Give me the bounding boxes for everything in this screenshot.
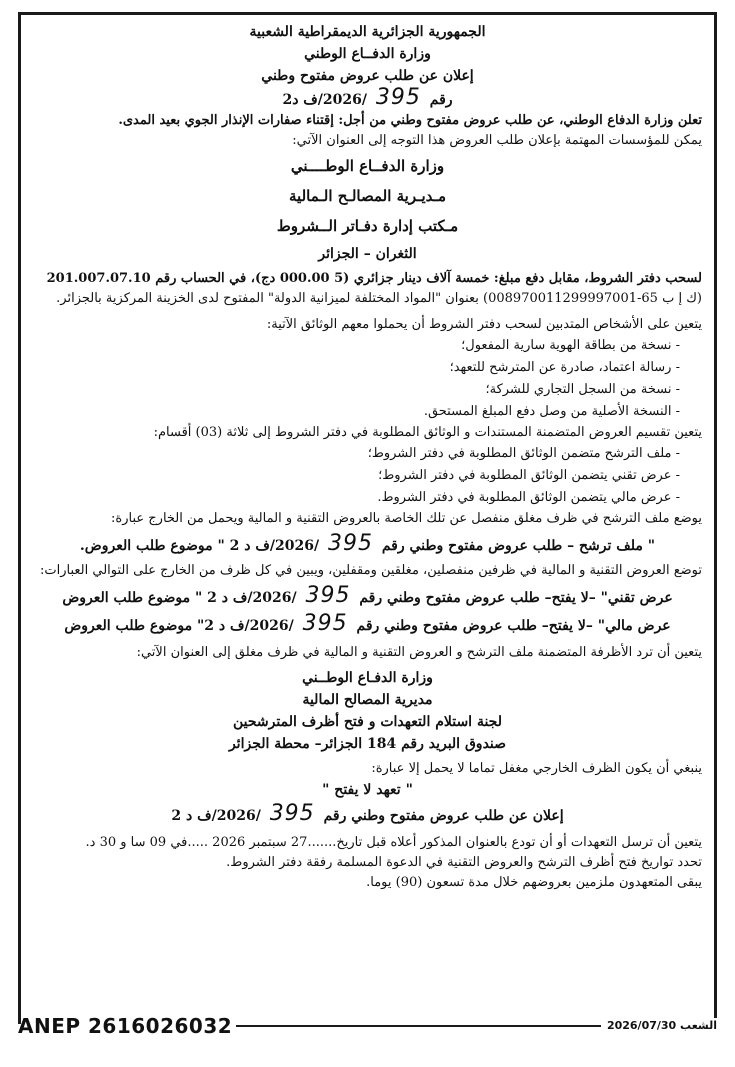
republic-heading: الجمهورية الجزائرية الديمقراطية الشعبية [249, 24, 486, 40]
documents-item: - النسخة الأصلية من وصل دفع المبلغ المستحق. [423, 404, 680, 419]
deadline-line: يتعين أن ترسل التعهدات أو أن تودع بالعنوان المذكور أعلاه قبل تاريخ.......27 سبتمبر 2026 .....في 09 سا و 30 د. [85, 835, 702, 850]
technical-offer-label [33, 585, 702, 609]
notice-title: إعلان عن طلب عروض مفتوح وطني [261, 68, 474, 84]
documents-intro: يتعين على الأشخاص المتدبين لسحب دفتر الشروط أن يحملوا معهم الوثائق الآتية: [266, 317, 702, 332]
financial-offer-label [33, 613, 702, 637]
publication-date: 2026/07/30 الشعب [601, 1018, 717, 1034]
tender-notice [18, 12, 717, 1024]
sections-item: - عرض تقني يتضمن الوثائق المطلوبة في دفتر الشروط؛ [378, 468, 680, 483]
ref-prefix: رقم [429, 92, 453, 108]
footer [18, 1012, 717, 1040]
ministry-heading: وزارة الدفــاع الوطني [304, 46, 431, 62]
address1-ministry: وزارة الدفــاع الوطــــني [290, 157, 445, 175]
sections-intro: يتعين تقسيم العروض المتضمنة المستندات و الوثائق المطلوبة في دفتر الشروط إلى ثلاثة (03) أقسام: [153, 425, 702, 440]
ref-suffix: /2026/ف د2 [282, 92, 368, 108]
handwritten-number: 395 [327, 531, 373, 556]
address2-po-box: صندوق البريد رقم 184 الجزائر– محطة الجزائر [228, 736, 507, 752]
documents-item: - رسالة اعتماد، صادرة عن المترشح للتعهد؛ [449, 360, 680, 375]
outer-envelope-notice [33, 803, 702, 827]
address2-ministry: وزارة الدفـاع الوطــني [302, 670, 433, 686]
financial-label-before: عرض مالي" –لا يفتح– طلب عروض مفتوح وطني رقم [356, 618, 671, 634]
candidacy-envelope-intro: يوضع ملف الترشح في ظرف مغلق منفصل عن تلك الخاصة بالعروض التقنية و المالية ويحمل من الخارج عبارة: [111, 511, 702, 526]
handwritten-number: 395 [305, 583, 351, 608]
candidacy-label-before: " ملف ترشح – طلب عروض مفتوح وطني رقم [381, 538, 656, 554]
outer-envelope-address-intro: يتعين أن ترد الأظرفة المتضمنة ملف الترشح و العروض التقنية و المالية في ظرف مغلق إلى العنوان الآتي: [136, 645, 702, 660]
outer-notice-after: /2026/ف د 2 [171, 808, 261, 824]
candidacy-envelope-label [33, 533, 702, 557]
outer-envelope-intro: ينبغي أن يكون الظرف الخارجي مغفل تماما لا يحمل إلا عبارة: [371, 761, 702, 776]
anep-reference: ANEP 2616026032 [18, 1014, 233, 1038]
documents-item: - نسخة من السجل التجاري للشركة؛ [485, 382, 680, 397]
opening-dates-line: تحدد تواريخ فتح أظرف الترشح والعروض التقنية في الدعوة المسلمة رفقة دفتر الشروط. [226, 855, 702, 870]
handwritten-number: 395 [302, 611, 348, 636]
intro-address-line: يمكن للمؤسسات المهتمة بإعلان طلب العروض هذا التوجه إلى العنوان الآتي: [292, 133, 702, 148]
payment-line-1: لسحب دفتر الشروط، مقابل دفع مبلغ: خمسة آلاف دينار جزائري (5 000.00 دج)، في الحساب رقم 201.007.07.10 [46, 271, 702, 286]
technical-label-before: عرض تقني" –لا يفتح– طلب عروض مفتوح وطني رقم [359, 590, 673, 606]
intro-line: تعلن وزارة الدفاع الوطني، عن طلب عروض مفتوح وطني من أجل: إقتناء صفارات الإنذار الجوي بعيد المدى. [118, 113, 702, 128]
sections-item: - عرض مالي يتضمن الوثائق المطلوبة في دفتر الشروط. [377, 490, 680, 505]
address1-office: مـكتب إدارة دفـاتر الــشروط [276, 217, 459, 235]
outer-notice-before: إعلان عن طلب عروض مفتوح وطني رقم [323, 808, 564, 824]
payment-line-2: (ك إ ب 65-008970011299997001) بعنوان "المواد المختلفة لميزانية الدولة" المفتوح لدى الخزينة المركزية بالجزائر. [56, 291, 702, 306]
handwritten-number: 395 [269, 801, 315, 826]
address1-directorate: مـديـرية المصالـح الـمالية [289, 187, 446, 205]
candidacy-label-after: /2026/ف د 2 " موضوع طلب العروض. [79, 538, 320, 554]
address2-committee: لجنة استلام التعهدات و فتح أظرف المترشحين [233, 714, 502, 730]
validity-line: يبقى المتعهدون ملزمين بعروضهم خلال مدة تسعون (90) يوما. [366, 875, 702, 890]
offers-envelope-intro: توضع العروض التقنية و المالية في ظرفين منفصلين، مغلقين ومقفلين، ويبين في كل ظرف من الخارج على التوالي العبارات: [40, 563, 702, 578]
handwritten-number: 395 [375, 85, 421, 110]
address2-directorate: مديرية المصالح المالية [302, 692, 433, 708]
address1-city: الثغران – الجزائر [318, 246, 417, 262]
notice-reference [33, 87, 702, 111]
financial-label-after: /2026/ف د 2" موضوع طلب العروض [64, 618, 294, 634]
technical-label-after: /2026/ف د 2 " موضوع طلب العروض [62, 590, 297, 606]
outer-envelope-phrase: " تعهد لا يفتح " [322, 782, 413, 798]
sections-item: - ملف الترشح متضمن الوثائق المطلوبة في دفتر الشروط؛ [367, 446, 680, 461]
documents-item: - نسخة من بطاقة الهوية سارية المفعول؛ [461, 338, 680, 353]
